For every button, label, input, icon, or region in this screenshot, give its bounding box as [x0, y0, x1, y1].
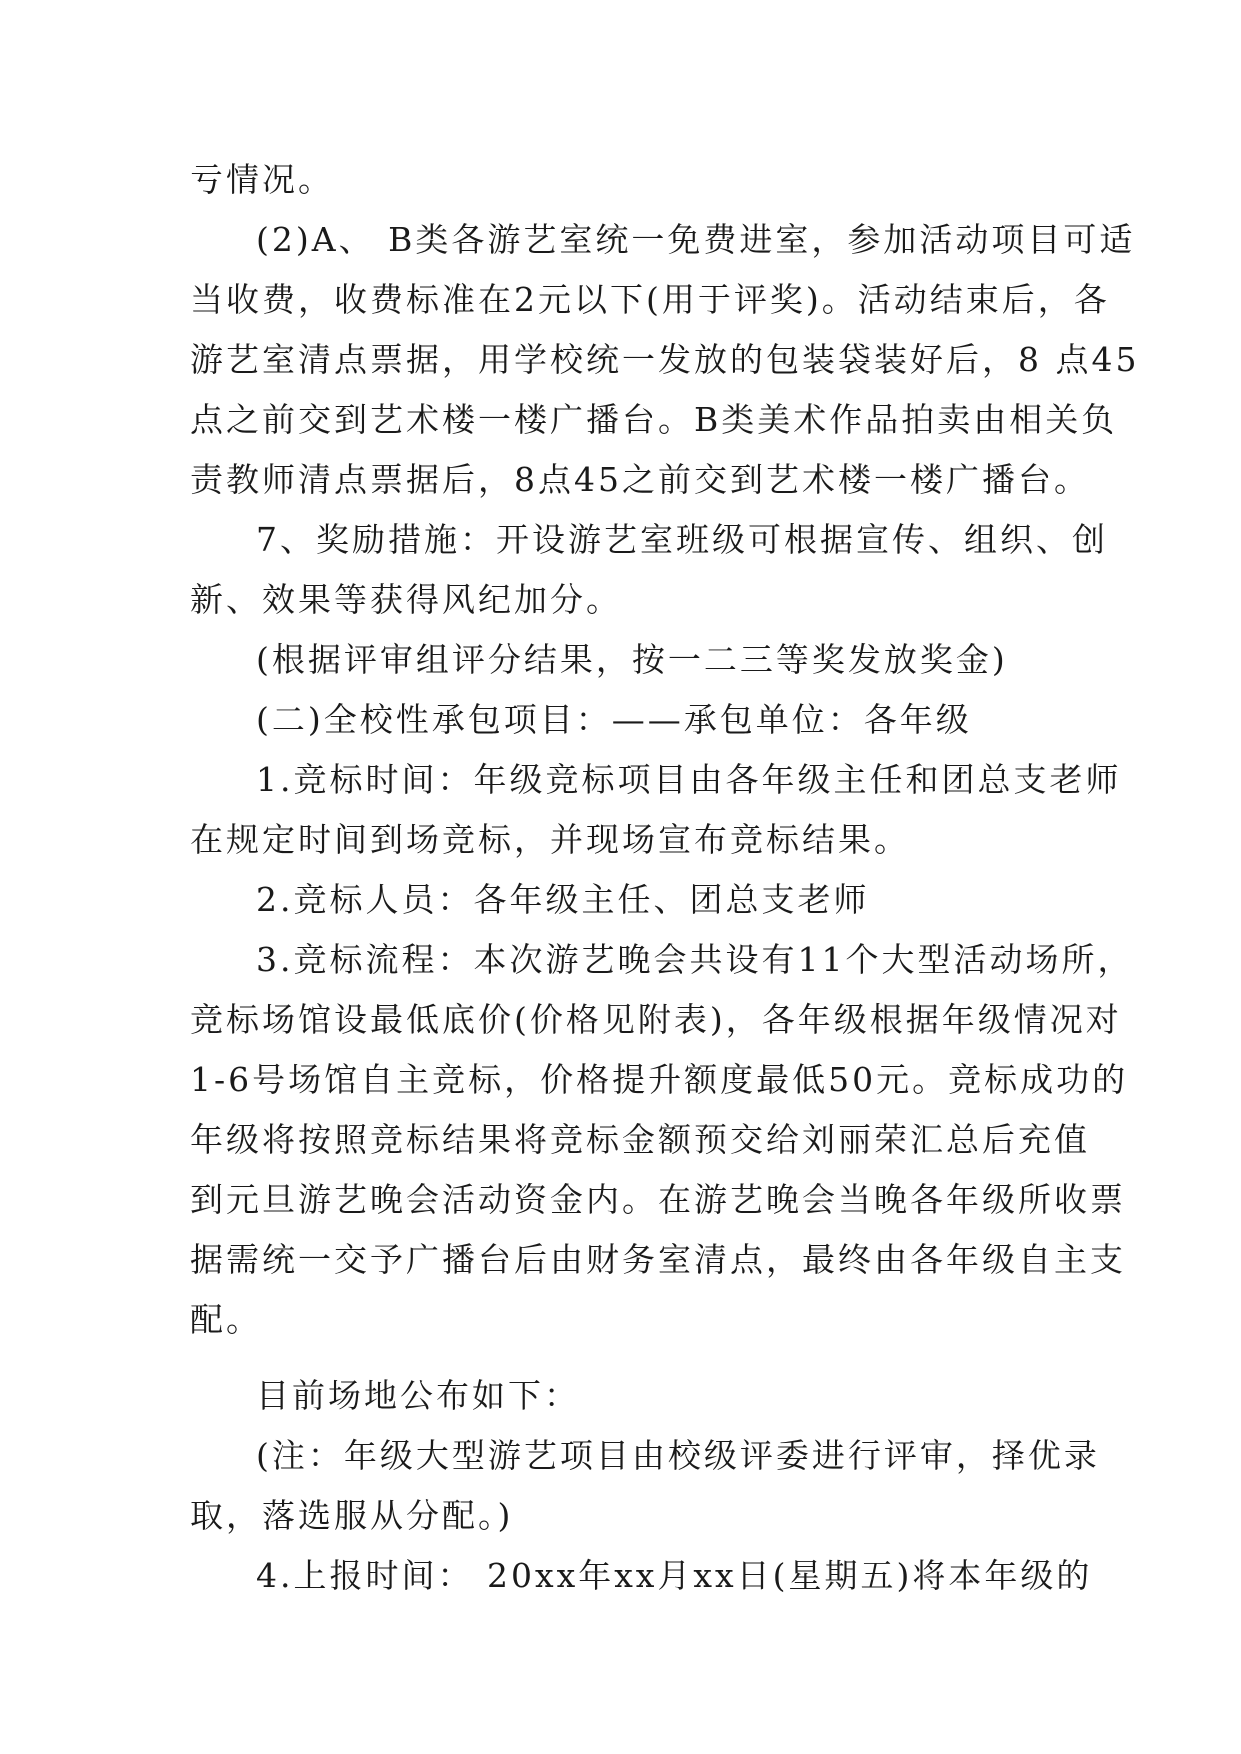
text-line: 到元旦游艺晚会活动资金内。在游艺晚会当晚各年级所收票 [190, 1180, 1126, 1219]
text-line: (2)A、 B类各游艺室统一免费进室，参加活动项目可适 [256, 220, 1136, 259]
text-line: 4.上报时间： 20xx年xx月xx日(星期五)将本年级的 [256, 1556, 1093, 1595]
text-line: 在规定时间到场竞标，并现场宣布竞标结果。 [190, 820, 910, 859]
text-line: 7、奖励措施：开设游艺室班级可根据宣传、组织、创 [256, 520, 1108, 559]
text-line: 2.竞标人员：各年级主任、团总支老师 [256, 880, 870, 919]
text-line: 年级将按照竞标结果将竞标金额预交给刘丽荣汇总后充值 [190, 1120, 1090, 1159]
text-line: 1-6号场馆自主竞标，价格提升额度最低50元。竞标成功的 [190, 1060, 1129, 1099]
text-line: 游艺室清点票据，用学校统一发放的包装袋装好后，8 点45 [190, 340, 1140, 379]
document-body [190, 150, 1140, 1606]
text-line: 1.竞标时间：年级竞标项目由各年级主任和团总支老师 [256, 760, 1122, 799]
text-line: 目前场地公布如下： [256, 1376, 580, 1415]
text-line: 当收费，收费标准在2元以下(用于评奖)。活动结束后，各 [190, 280, 1110, 319]
text-line: 据需统一交予广播台后由财务室清点，最终由各年级自主支 [190, 1240, 1126, 1279]
text-line: 新、效果等获得风纪加分。 [190, 580, 622, 619]
text-line: 取，落选服从分配。) [190, 1496, 514, 1535]
text-line: (注：年级大型游艺项目由校级评委进行评审，择优录 [256, 1436, 1100, 1475]
text-line: 亏情况。 [190, 160, 334, 199]
text-line: (二)全校性承包项目：——承包单位：各年级 [256, 700, 972, 739]
text-line: 竞标场馆设最低底价(价格见附表)，各年级根据年级情况对 [190, 1000, 1122, 1039]
text-line: (根据评审组评分结果，按一二三等奖发放奖金) [256, 640, 1008, 679]
text-line: 责教师清点票据后，8点45之前交到艺术楼一楼广播台。 [190, 460, 1090, 499]
text-line: 3.竞标流程：本次游艺晚会共设有11个大型活动场所， [256, 940, 1134, 979]
text-line: 点之前交到艺术楼一楼广播台。B类美术作品拍卖由相关负 [190, 400, 1118, 439]
text-line: 配。 [190, 1300, 262, 1339]
